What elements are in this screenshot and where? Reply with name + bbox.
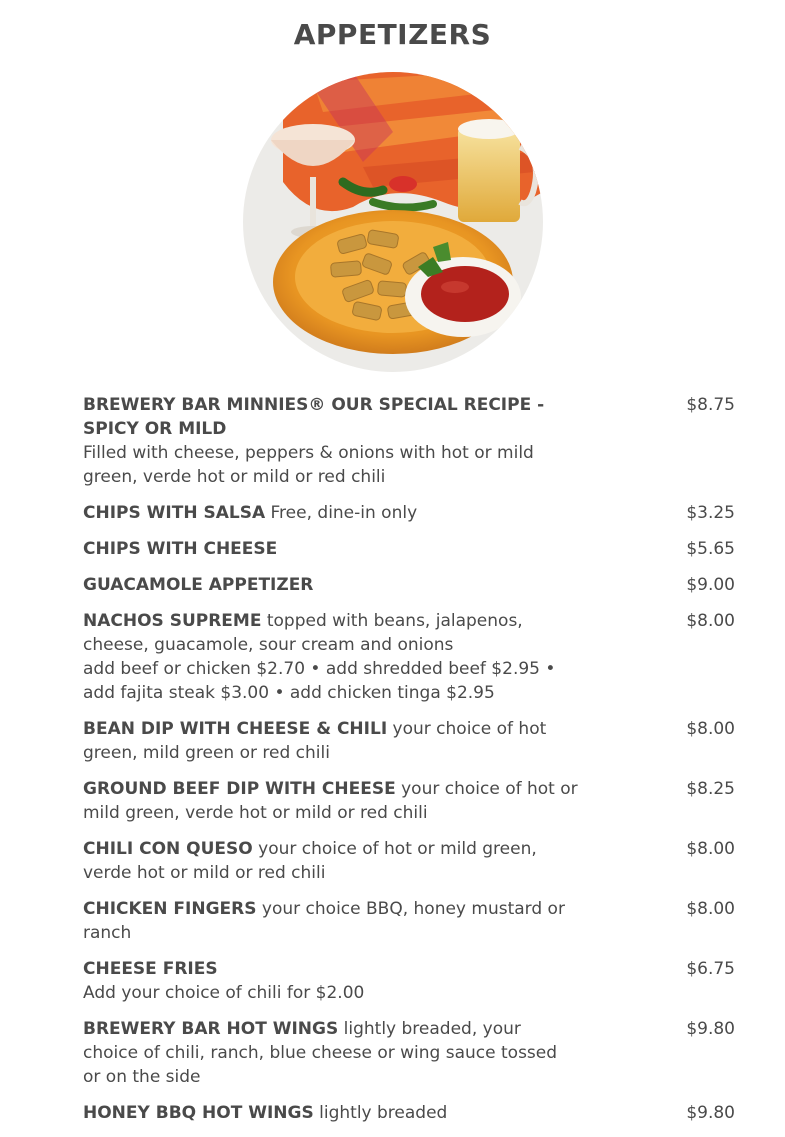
menu-item-text [83,393,578,489]
menu-item-price: $6.75 [686,959,735,979]
menu-item-name: CHICKEN FINGERS [83,899,257,919]
menu-item-text [83,609,578,705]
menu-item-description: your choice of hot or mild green, verde hot or mild or red chili [83,779,578,823]
menu-item-text [83,717,578,765]
menu-item [83,837,735,885]
appetizer-plate-photo [243,72,543,372]
menu-item-description: lightly breaded [319,1103,448,1123]
menu-item-price: $3.25 [686,503,735,523]
menu-item-price: $8.00 [686,719,735,739]
appetizer-menu-list [83,393,735,1137]
menu-item-text [83,1017,578,1089]
menu-item-price: $8.00 [686,611,735,631]
menu-item-text [83,957,578,1005]
menu-item-description: topped with beans, jalapenos, cheese, guacamole, sour cream and onions [83,611,523,655]
menu-item-extra: Add your choice of chili for $2.00 [83,983,365,1003]
menu-item-name: HONEY BBQ HOT WINGS [83,1103,314,1123]
menu-item-price: $8.00 [686,899,735,919]
menu-item-name: CHILI CON QUESO [83,839,253,859]
section-title: APPETIZERS [293,18,492,51]
menu-item [83,609,735,705]
menu-item-text [83,897,578,945]
menu-item [83,393,735,489]
menu-item [83,717,735,765]
menu-item-text [83,537,578,561]
menu-item-description: your choice of hot green, mild green or red chili [83,719,547,763]
menu-item [83,501,735,525]
menu-item-description: your choice of hot or mild green, verde hot or mild or red chili [83,839,537,883]
menu-item-price: $8.75 [686,395,735,415]
menu-item-text [83,777,578,825]
menu-item [83,1101,735,1125]
menu-item-price: $9.80 [686,1103,735,1123]
menu-item-name: BEAN DIP WITH CHEESE & CHILI [83,719,388,739]
menu-item-name: GUACAMOLE APPETIZER [83,575,314,595]
menu-item-text [83,573,578,597]
menu-item-name: GROUND BEEF DIP WITH CHEESE [83,779,396,799]
menu-item-extra: add beef or chicken $2.70 • add shredded beef $2.95 • add fajita steak $3.00 • add chicken tinga $2.95 [83,659,556,703]
menu-item [83,573,735,597]
menu-item-text [83,501,578,525]
menu-item-name: NACHOS SUPREME [83,611,262,631]
menu-item-name: CHEESE FRIES [83,959,218,979]
menu-item [83,777,735,825]
menu-item [83,957,735,1005]
menu-item-description: your choice BBQ, honey mustard or ranch [83,899,565,943]
menu-item [83,1017,735,1089]
menu-item-text [83,1101,578,1125]
menu-item-description: Free, dine-in only [270,503,418,523]
menu-item [83,537,735,561]
menu-item [83,897,735,945]
menu-item-name: BREWERY BAR MINNIES® OUR SPECIAL RECIPE - SPICY OR MILD [83,395,545,439]
menu-item-extra: Filled with cheese, peppers & onions with hot or mild green, verde hot or mild or red chili [83,443,534,487]
menu-item-name: CHIPS WITH CHEESE [83,539,278,559]
menu-item-name: CHIPS WITH SALSA [83,503,266,523]
menu-item-price: $8.00 [686,839,735,859]
menu-item-description: lightly breaded, your choice of chili, ranch, blue cheese or wing sauce tossed or on the side [83,1019,558,1087]
appetizer-plate-illustration [243,72,543,372]
menu-item-price: $5.65 [686,539,735,559]
menu-item-price: $9.80 [686,1019,735,1039]
menu-item-name: BREWERY BAR HOT WINGS [83,1019,339,1039]
menu-item-text [83,837,578,885]
menu-item-price: $8.25 [686,779,735,799]
menu-item-price: $9.00 [686,575,735,595]
